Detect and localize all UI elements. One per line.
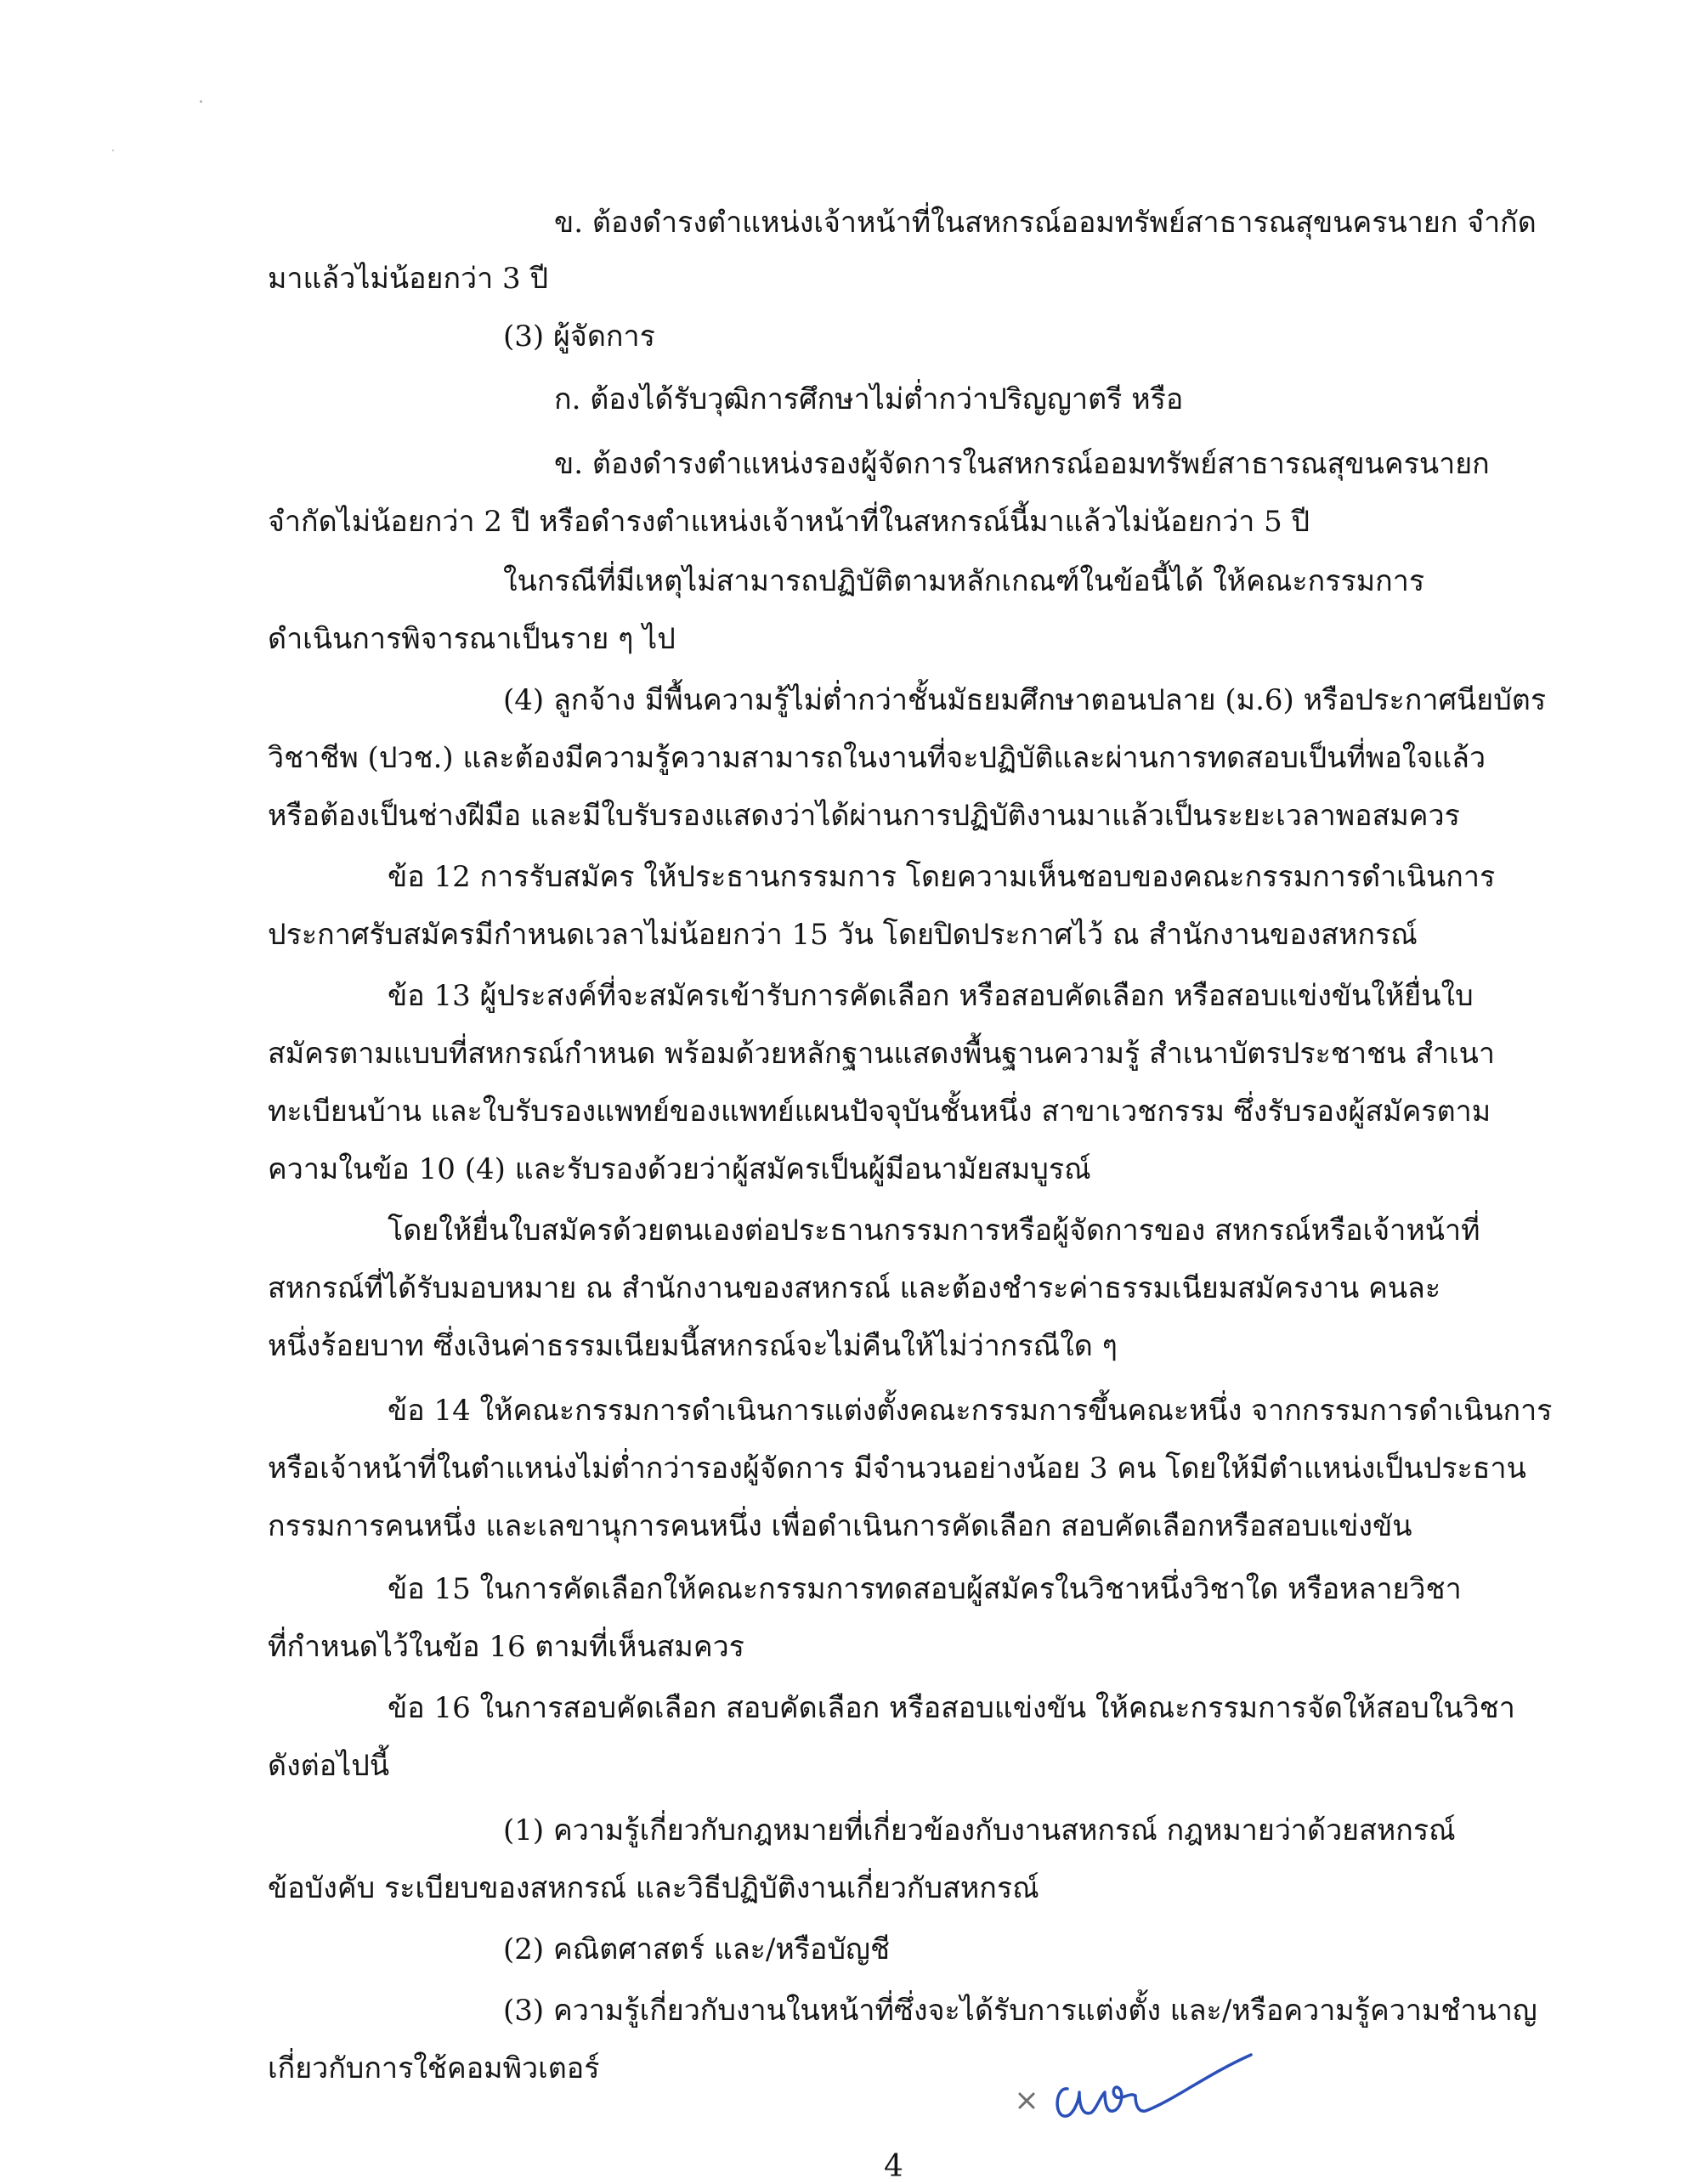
text-line: หรือเจ้าหน้าที่ในตำแหน่งไม่ต่ำกว่ารองผู้จัดการ มีจำนวนอย่างน้อย 3 คน โดยให้มีตำแหน่งเป็นประธาน — [268, 1451, 1526, 1485]
scan-speck — [112, 150, 114, 151]
signature-mark — [1011, 2048, 1266, 2142]
text-line: ข. ต้องดำรงตำแหน่งรองผู้จัดการในสหกรณ์ออมทรัพย์สาธารณสุขนครนายก — [554, 447, 1490, 481]
text-line: (1) ความรู้เกี่ยวกับกฎหมายที่เกี่ยวข้องกับงานสหกรณ์ กฎหมายว่าด้วยสหกรณ์ — [503, 1813, 1456, 1847]
text-line: ประกาศรับสมัครมีกำหนดเวลาไม่น้อยกว่า 15 วัน โดยปิดประกาศไว้ ณ สำนักงานของสหกรณ์ — [268, 918, 1418, 952]
text-line: ดังต่อไปนี้ — [268, 1749, 390, 1783]
text-line: หรือต้องเป็นช่างฝีมือ และมีใบรับรองแสดงว่าได้ผ่านการปฏิบัติงานมาแล้วเป็นระยะเวลาพอสมควร — [268, 799, 1460, 833]
text-line: ข้อ 15 ในการคัดเลือกให้คณะกรรมการทดสอบผู้สมัครในวิชาหนึ่งวิชาใด หรือหลายวิชา — [388, 1572, 1462, 1606]
text-line: ในกรณีที่มีเหตุไม่สามารถปฏิบัติตามหลักเกณฑ์ในข้อนี้ได้ ให้คณะกรรมการ — [503, 564, 1425, 598]
text-line: ความในข้อ 10 (4) และรับรองด้วยว่าผู้สมัครเป็นผู้มีอนามัยสมบูรณ์ — [268, 1152, 1091, 1186]
text-line: (3) ผู้จัดการ — [503, 320, 655, 354]
text-line: (4) ลูกจ้าง มีพื้นความรู้ไม่ต่ำกว่าชั้นมัธยมศึกษาตอนปลาย (ม.6) หรือประกาศนียบัตร — [503, 683, 1547, 717]
text-line: ข้อ 12 การรับสมัคร ให้ประธานกรรมการ โดยความเห็นชอบของคณะกรรมการดำเนินการ — [388, 860, 1496, 894]
handwritten-signature-icon — [1057, 2055, 1251, 2116]
text-line: จำกัดไม่น้อยกว่า 2 ปี หรือดำรงตำแหน่งเจ้าหน้าที่ในสหกรณ์นี้มาแล้วไม่น้อยกว่า 5 ปี — [268, 505, 1310, 539]
text-line: วิชาชีพ (ปวช.) และต้องมีความรู้ความสามารถในงานที่จะปฏิบัติและผ่านการทดสอบเป็นที่พอใจแล้ว — [268, 741, 1486, 775]
scan-speck — [200, 100, 202, 103]
text-line: สมัครตามแบบที่สหกรณ์กำหนด พร้อมด้วยหลักฐานแสดงพื้นฐานความรู้ สำเนาบัตรประชาชน สำเนา — [268, 1037, 1495, 1071]
text-line: ข. ต้องดำรงตำแหน่งเจ้าหน้าที่ในสหกรณ์ออมทรัพย์สาธารณสุขนครนายก จำกัด — [554, 206, 1537, 240]
text-line: ข้อ 16 ในการสอบคัดเลือก สอบคัดเลือก หรือสอบแข่งขัน ให้คณะกรรมการจัดให้สอบในวิชา — [388, 1691, 1515, 1725]
text-line: ข้อ 14 ให้คณะกรรมการดำเนินการแต่งตั้งคณะกรรมการขึ้นคณะหนึ่ง จากกรรมการดำเนินการ — [388, 1394, 1553, 1428]
text-line: มาแล้วไม่น้อยกว่า 3 ปี — [268, 262, 549, 296]
page-number: 4 — [884, 2149, 903, 2184]
text-line: ที่กำหนดไว้ในข้อ 16 ตามที่เห็นสมควร — [268, 1630, 744, 1664]
text-line: ข้อบังคับ ระเบียบของสหกรณ์ และวิธีปฏิบัติงานเกี่ยวกับสหกรณ์ — [268, 1871, 1039, 1905]
text-line: หนึ่งร้อยบาท ซึ่งเงินค่าธรรมเนียมนี้สหกรณ์จะไม่คืนให้ไม่ว่ากรณีใด ๆ — [268, 1329, 1118, 1363]
cross-mark-icon — [1020, 2094, 1033, 2108]
text-line: สหกรณ์ที่ได้รับมอบหมาย ณ สำนักงานของสหกรณ์ และต้องชำระค่าธรรมเนียมสมัครงาน คนละ — [268, 1271, 1441, 1305]
text-line: โดยให้ยื่นใบสมัครด้วยตนเองต่อประธานกรรมการหรือผู้จัดการของ สหกรณ์หรือเจ้าหน้าที่ — [388, 1214, 1480, 1248]
text-line: กรรมการคนหนึ่ง และเลขานุการคนหนึ่ง เพื่อดำเนินการคัดเลือก สอบคัดเลือกหรือสอบแข่งขัน — [268, 1509, 1412, 1543]
text-line: ดำเนินการพิจารณาเป็นราย ๆ ไป — [268, 622, 676, 656]
text-line: ทะเบียนบ้าน และใบรับรองแพทย์ของแพทย์แผนปัจจุบันชั้นหนึ่ง สาขาเวชกรรม ซึ่งรับรองผู้สมัครตาม — [268, 1095, 1491, 1129]
text-line: (2) คณิตศาสตร์ และ/หรือบัญชี — [503, 1932, 891, 1966]
text-line: เกี่ยวกับการใช้คอมพิวเตอร์ — [268, 2051, 600, 2085]
text-line: ข้อ 13 ผู้ประสงค์ที่จะสมัครเข้ารับการคัดเลือก หรือสอบคัดเลือก หรือสอบแข่งขันให้ยื่นใบ — [388, 979, 1474, 1013]
text-line: ก. ต้องได้รับวุฒิการศึกษาไม่ต่ำกว่าปริญญาตรี หรือ — [554, 382, 1184, 416]
text-line: (3) ความรู้เกี่ยวกับงานในหน้าที่ซึ่งจะได้รับการแต่งตั้ง และ/หรือความรู้ความชำนาญ — [503, 1994, 1537, 2028]
